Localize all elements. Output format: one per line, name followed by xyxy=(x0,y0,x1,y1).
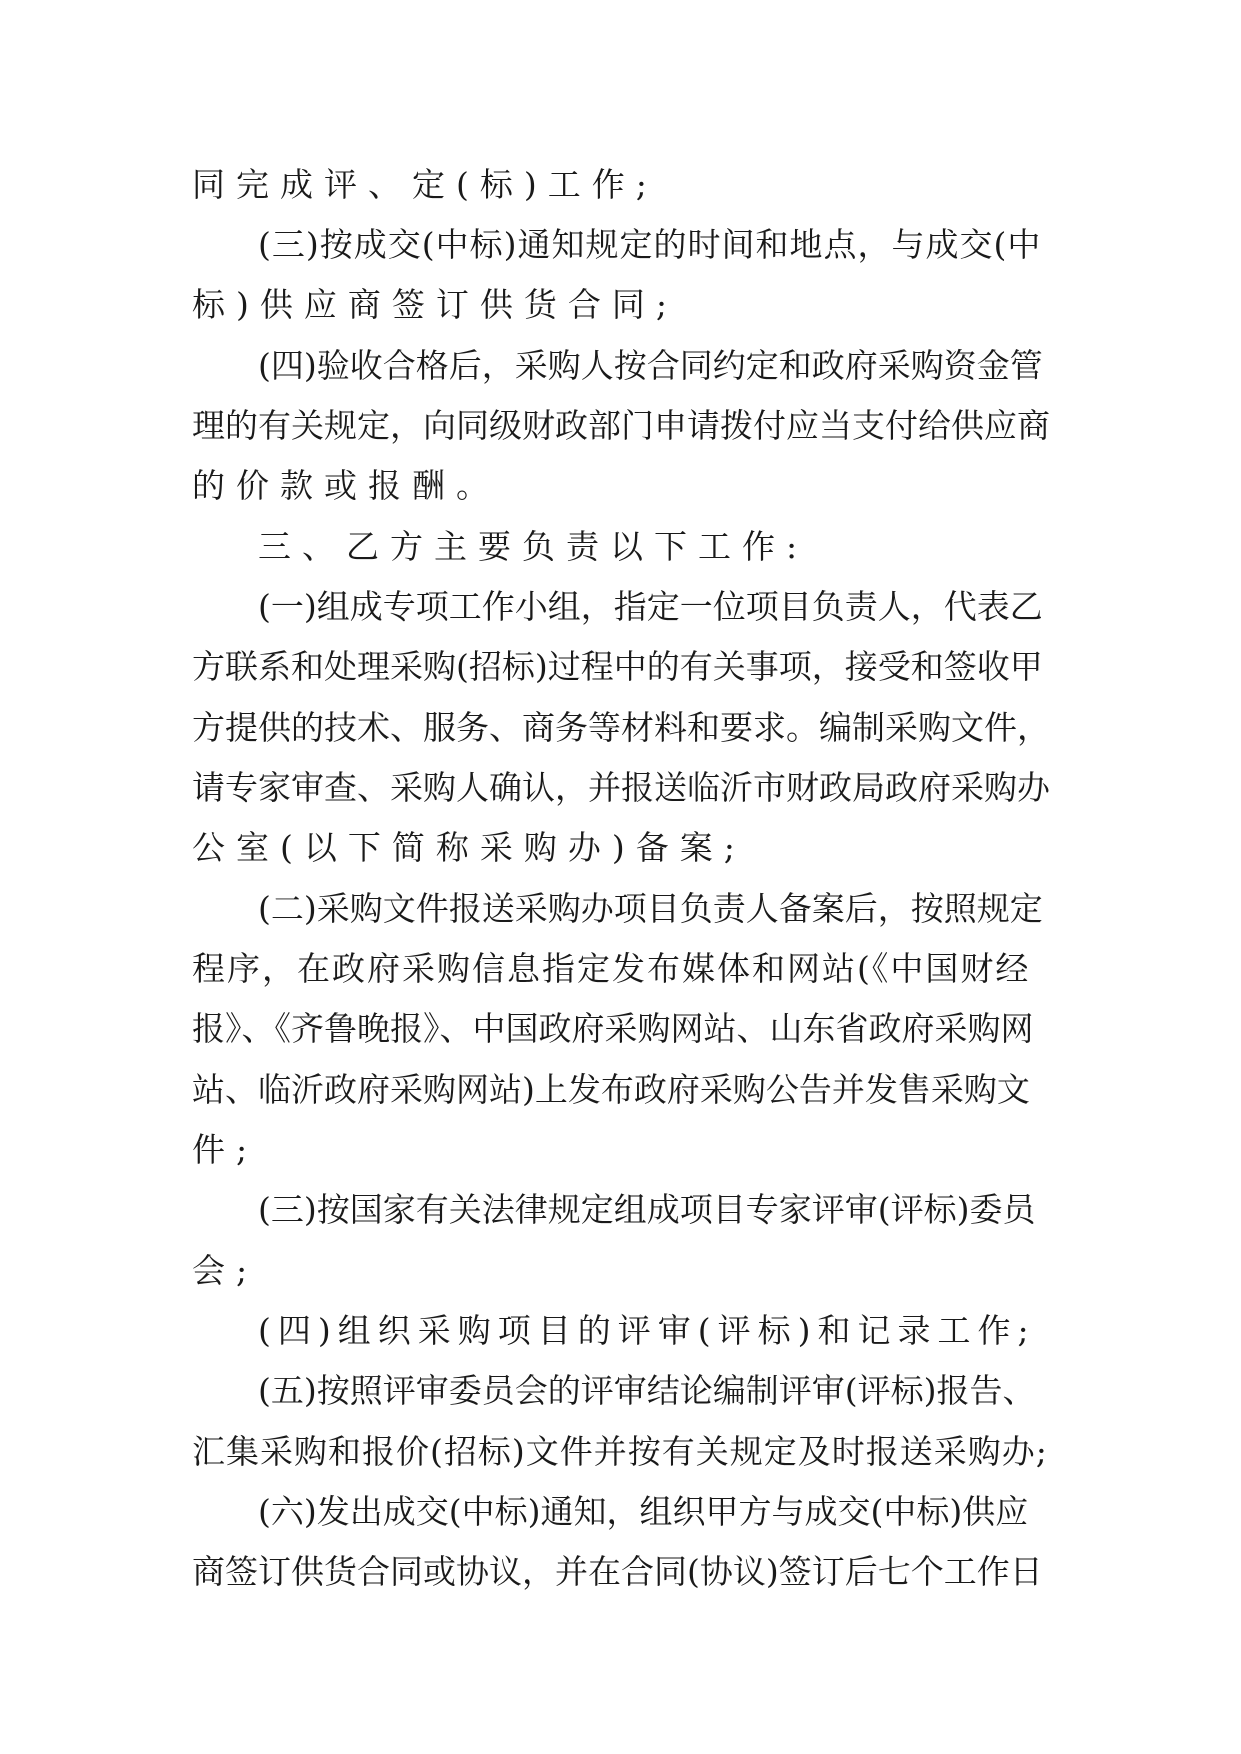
text-line: 会; xyxy=(192,1251,259,1290)
section-heading: 三、乙方主要负责以下工作: xyxy=(258,527,809,566)
text-line: (五)按照评审委员会的评审结论编制评审(评标)报告、 xyxy=(258,1371,1036,1410)
text-line: 公室(以下简称采购办)备案; xyxy=(192,828,746,867)
text-line: (四)验收合格后，采购人按合同约定和政府采购资金管 xyxy=(258,346,1043,385)
text-line: (二)采购文件报送采购办项目负责人备案后，按照规定 xyxy=(258,889,1043,928)
text-line: (四)组织采购项目的评审(评标)和记录工作; xyxy=(258,1311,1036,1350)
text-line: 站、临沂政府采购网站)上发布政府采购公告并发售采购文 xyxy=(192,1070,1030,1109)
text-line: 商签订供货合同或协议，并在合同(协议)签订后七个工作日 xyxy=(192,1552,1043,1591)
text-line: (六)发出成交(中标)通知，组织甲方与成交(中标)供应 xyxy=(258,1492,1029,1531)
text-line: 同完成评、定(标)工作; xyxy=(192,165,658,204)
text-line: 程序，在政府采购信息指定发布媒体和网站(《中国财经 xyxy=(192,949,1031,988)
text-line: 方提供的技术、服务、商务等材料和要求。编制采购文件， xyxy=(192,708,1050,747)
text-line: (一)组成专项工作小组，指定一位项目负责人，代表乙 xyxy=(258,587,1043,626)
text-line: 的价款或报酬。 xyxy=(192,466,500,505)
text-line: 请专家审查、采购人确认，并报送临沂市财政局政府采购办 xyxy=(192,768,1050,807)
text-line: (三)按国家有关法律规定组成项目专家评审(评标)委员 xyxy=(258,1190,1036,1229)
text-line: 理的有关规定，向同级财政部门申请拨付应当支付给供应商 xyxy=(192,406,1050,445)
text-line: 标)供应商签订供货合同; xyxy=(192,285,678,324)
text-line: (三)按成交(中标)通知规定的时间和地点，与成交(中 xyxy=(258,225,1042,264)
text-line: 报》、《齐鲁晚报》、中国政府采购网站、山东省政府采购网 xyxy=(192,1009,1034,1048)
text-line: 汇集采购和报价(招标)文件并按有关规定及时报送采购办; xyxy=(192,1432,1048,1471)
text-line: 方联系和处理采购(招标)过程中的有关事项，接受和签收甲 xyxy=(192,647,1043,686)
text-line: 件; xyxy=(192,1130,259,1169)
